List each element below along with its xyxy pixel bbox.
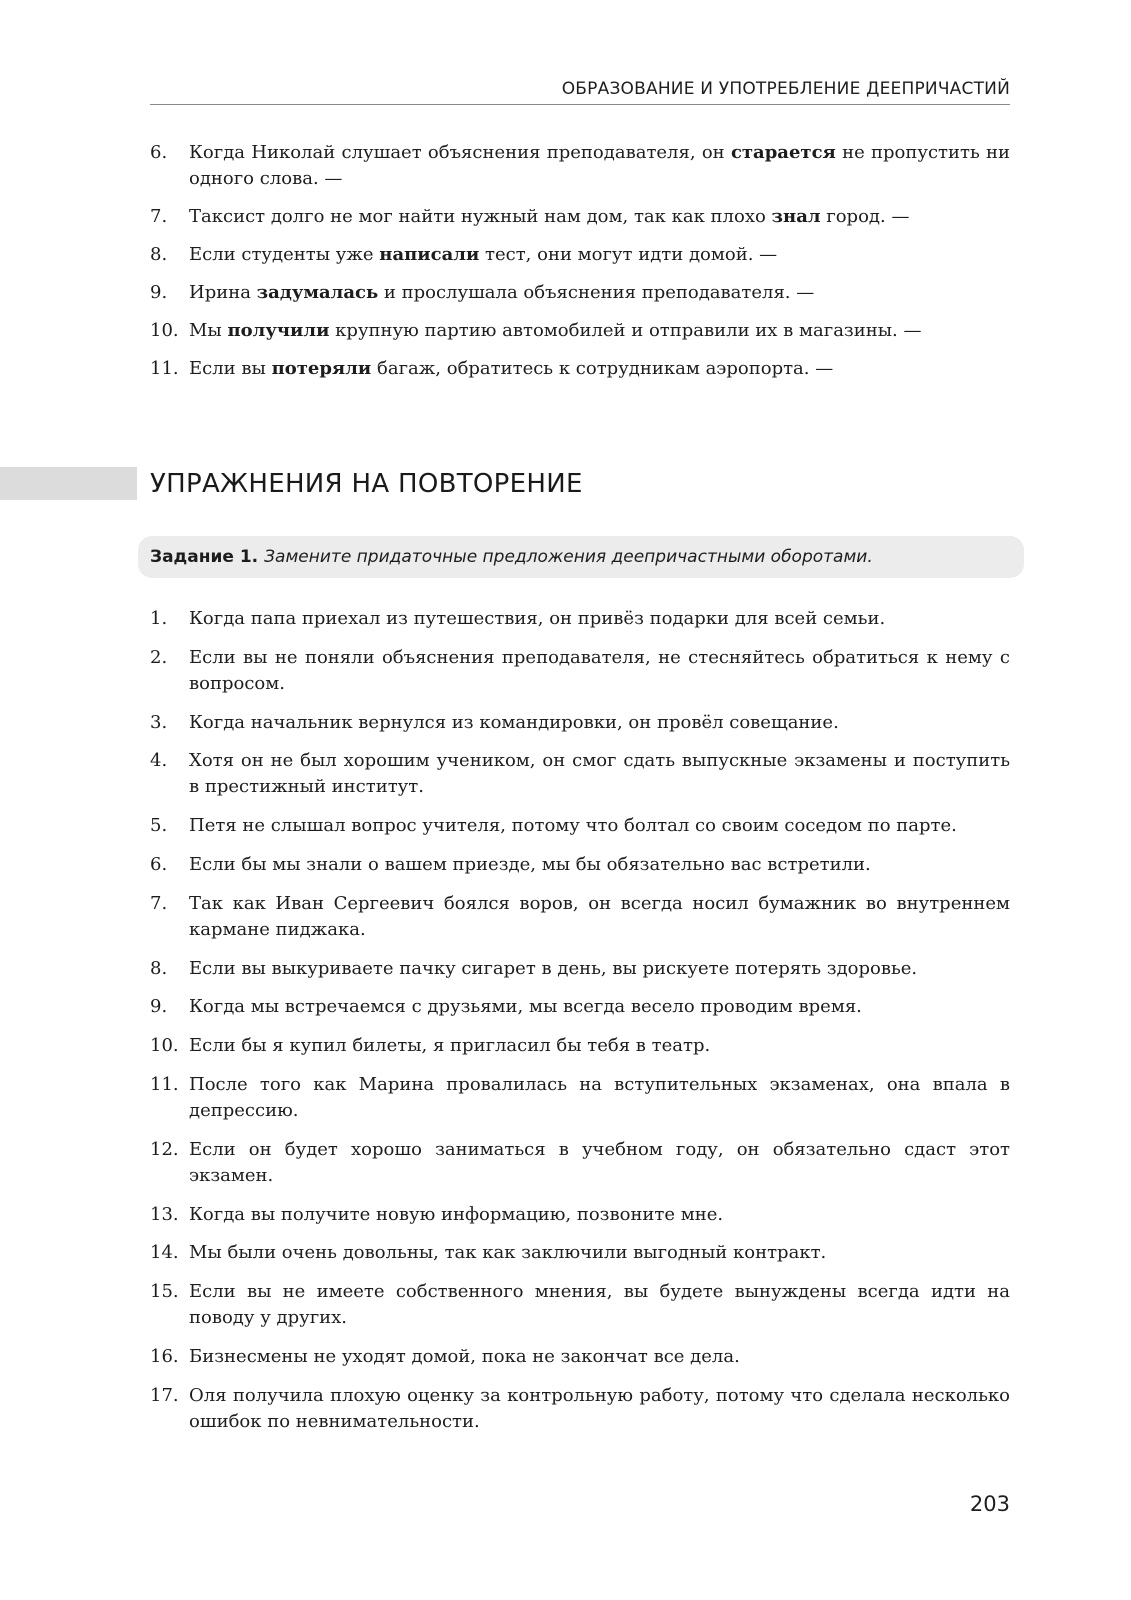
previous-exercise-list (150, 140, 1010, 394)
item-text: Если бы я купил билеты, я пригласил бы тебя в театр. (189, 1035, 711, 1057)
item-text: Когда начальник вернулся из командировки, он провёл совещание. (189, 711, 839, 733)
list-item (150, 1072, 1010, 1124)
list-item (150, 1137, 1010, 1189)
item-text: Так как Иван Сергеевич боялся воров, он всегда носил бумажник во внутреннем кармане пиджака. (189, 892, 1010, 940)
page-number: 203 (969, 1492, 1010, 1516)
item-text: Если вы не имеете собственного мнения, вы будете вынуждены всегда идти на поводу у других. (189, 1281, 1010, 1329)
list-item (150, 1240, 1010, 1266)
item-text: Когда Николай слушает объяснения преподавателя, он старается не пропустить ни одного слова. — (189, 142, 1011, 189)
list-item (150, 204, 1010, 230)
item-text: После того как Марина провалилась на вступительных экзаменах, она впала в депрессию. (189, 1073, 1010, 1121)
item-number: 15. (150, 1281, 179, 1303)
item-text: Когда папа приехал из путешествия, он привёз подарки для всей семьи. (189, 608, 886, 629)
item-number: 8. (150, 957, 168, 979)
item-number: 6. (150, 142, 168, 163)
list-item (150, 242, 1010, 268)
item-text: Если студенты уже написали тест, они могут идти домой. — (189, 244, 778, 265)
item-text: Если вы потеряли багаж, обратитесь к сотрудникам аэропорта. — (189, 358, 834, 379)
header-rule (150, 104, 1010, 105)
item-text: Когда вы получите новую информацию, позвоните мне. (189, 1203, 724, 1225)
item-number: 7. (150, 892, 168, 914)
list-item (150, 891, 1010, 943)
item-text: Мы получили крупную партию автомобилей и отправили их в магазины. — (189, 320, 922, 341)
exercise-list (150, 606, 1010, 1448)
item-number: 8. (150, 244, 168, 265)
item-number: 7. (150, 206, 168, 227)
item-number: 4. (150, 750, 168, 772)
item-number: 13. (150, 1203, 179, 1225)
list-item (150, 318, 1010, 344)
section-marker-bar (0, 467, 137, 500)
list-item (150, 994, 1010, 1020)
item-text: Мы были очень довольны, так как заключили выгодный контракт. (189, 1242, 827, 1264)
list-item (150, 956, 1010, 982)
list-item (150, 748, 1010, 800)
list-item (150, 1383, 1010, 1435)
item-text: Таксист долго не мог найти нужный нам дом, так как плохо знал город. — (189, 206, 910, 227)
item-text: Если бы мы знали о вашем приезде, мы бы обязательно вас встретили. (189, 853, 871, 875)
item-number: 10. (150, 1035, 179, 1057)
list-item (150, 280, 1010, 306)
list-item (150, 813, 1010, 839)
item-text: Если вы выкуриваете пачку сигарет в день, вы рискуете потерять здоровье. (189, 957, 918, 979)
task-label: Задание 1. (150, 547, 259, 567)
item-number: 9. (150, 282, 168, 303)
item-number: 11. (150, 1073, 179, 1095)
item-number: 14. (150, 1242, 179, 1264)
item-text: Оля получила плохую оценку за контрольную работу, потому что сделала несколько ошибок по невнимательности. (189, 1384, 1010, 1432)
list-item (150, 1279, 1010, 1331)
task-instruction: Замените придаточные предложения деепричастными оборотами. (264, 547, 873, 567)
item-number: 10. (150, 320, 179, 341)
item-number: 11. (150, 358, 179, 379)
list-item (150, 1033, 1010, 1059)
list-item (150, 645, 1010, 697)
item-text: Если он будет хорошо заниматься в учебном году, он обязательно сдаст этот экзамен. (189, 1138, 1010, 1186)
item-text: Хотя он не был хорошим учеником, он смог сдать выпускные экзамены и поступить в престижный институт. (189, 750, 1010, 798)
item-number: 6. (150, 853, 168, 875)
item-number: 16. (150, 1345, 179, 1367)
list-item (150, 606, 1010, 632)
section-title: УПРАЖНЕНИЯ НА ПОВТОРЕНИЕ (150, 469, 583, 499)
list-item (150, 356, 1010, 382)
item-text: Если вы не поняли объяснения преподавателя, не стесняйтесь обратиться к нему с вопросом. (189, 646, 1010, 694)
item-number: 3. (150, 711, 168, 733)
running-header: ОБРАЗОВАНИЕ И УПОТРЕБЛЕНИЕ ДЕЕПРИЧАСТИЙ (561, 79, 1010, 99)
item-text: Петя не слышал вопрос учителя, потому что болтал со своим соседом по парте. (189, 815, 957, 837)
list-item (150, 852, 1010, 878)
task-instruction-box (138, 536, 1024, 578)
list-item (150, 1344, 1010, 1370)
list-item (150, 710, 1010, 736)
item-text: Когда мы встречаемся с друзьями, мы всегда весело проводим время. (189, 996, 862, 1018)
item-number: 9. (150, 996, 168, 1018)
item-number: 5. (150, 815, 168, 837)
item-number: 2. (150, 646, 168, 668)
item-number: 1. (150, 608, 168, 629)
list-item (150, 1202, 1010, 1228)
item-text: Ирина задумалась и прослушала объяснения преподавателя. — (189, 282, 815, 303)
list-item (150, 140, 1010, 192)
item-text: Бизнесмены не уходят домой, пока не закончат все дела. (189, 1345, 740, 1367)
item-number: 17. (150, 1384, 179, 1406)
item-number: 12. (150, 1138, 179, 1160)
